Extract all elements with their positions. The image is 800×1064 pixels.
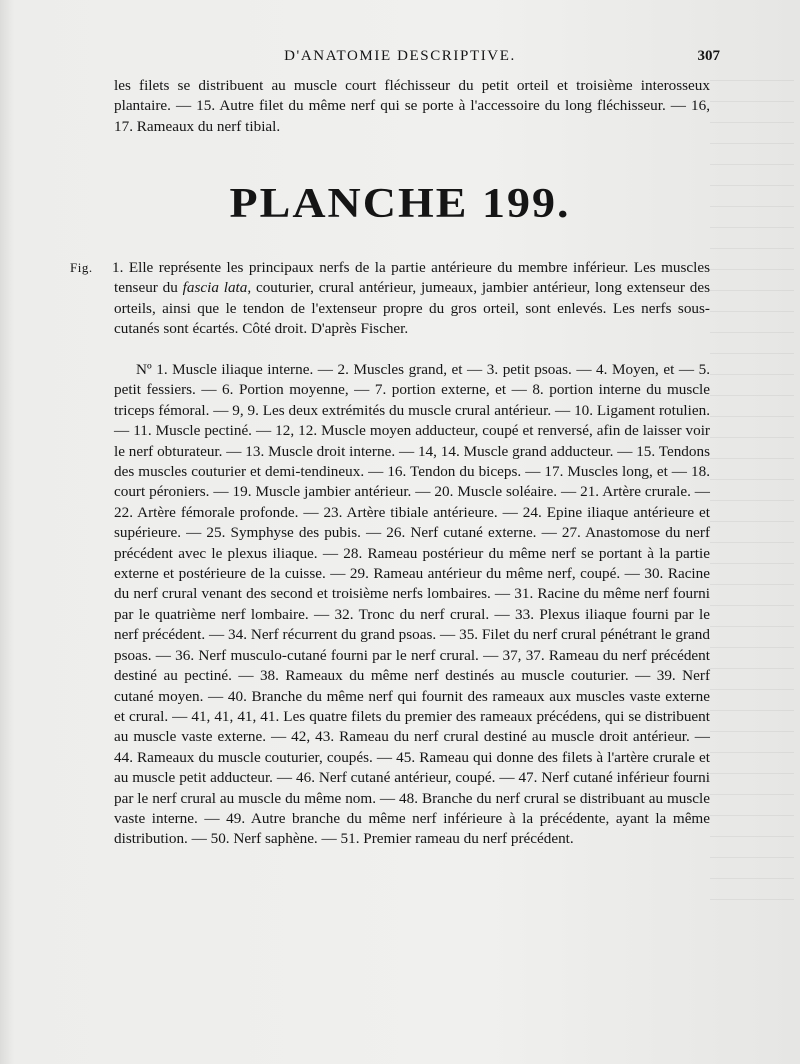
- legend-text: Nº 1. Muscle iliaque interne. — 2. Muscles grand, et — 3. petit psoas. — 4. Moyen, et — 5. petit fessiers. — 6. Portion moyenne, — 7. portion externe, et — 8. portion interne du muscle triceps fémoral. — 9, 9. Les deux extrémités du muscle crural antérieur. — 10. Ligament rotulien. — 11. Muscle pectiné. — 12, 12. Muscle moyen adducteur, coupé et renversé, afin de laisser voir le nerf obturateur. — 13. Muscle droit interne. — 14, 14. Muscle grand adducteur. — 15. Tendons des muscles couturier et demi-tendineux. — 16. Tendon du biceps. — 17. Muscles long, et — 18. court péroniers. — 19. Muscle jambier antérieur. — 20. Muscle soléaire. — 21. Artère crurale. — 22. Artère fémorale profonde. — 23. Artère tibiale antérieure. — 24. Epine iliaque antérieure et supérieure. — 25. Symphyse des pubis. — 26. Nerf cutané externe. — 27. Anastomose du nerf précédent avec le plexus iliaque. — 28. Rameau postérieur du même nerf se portant à la partie externe et postérieure de la cuisse. — 29. Rameau antérieur du même nerf, coupé. — 30. Racine du nerf crural venant des second et troisième nerfs lombaires. — 31. Racine du même nerf fourni par le quatrième nerf lombaire. — 32. Tronc du nerf crural. — 33. Plexus iliaque fourni par le nerf précédent. — 34. Nerf récurrent du grand psoas. — 35. Filet du nerf crural pénétrant le grand psoas. — 36. Nerf musculo-cutané fourni par le nerf crural. — 37, 37. Rameau du nerf précédent destiné au pectiné. — 38. Rameaux du même nerf destinés au muscle couturier. — 39. Nerf cutané moyen. — 40. Branche du même nerf qui fournit des rameaux aux muscles vaste externe et crural. — 41, 41, 41, 41. Les quatre filets du premier des rameaux précédens, qui se distribuent au muscle vaste externe. — 42, 43. Rameau du nerf crural destiné au muscle droit antérieur. — 44. Rameaux du muscle couturier, coupés. — 45. Rameau qui donne des filets à l'artère crurale et au muscle petit adducteur. — 46. Nerf cutané antérieur, coupé. — 47. Nerf cutané inférieur fourni par le nerf crural au muscle du même nom. — 48. Branche du nerf crural se distribuant au muscle vaste interne. — 49. Autre branche du même nerf inférieure à la précédente, ayant la même distribution. — 50. Nerf saphène. — 51. Premier rameau du nerf précédent.: [114, 361, 710, 848]
- legend-paragraph: [114, 360, 710, 850]
- intro-text: les filets se distribuent au muscle court fléchisseur du petit orteil et troisième interosseux plantaire. — 15. Autre filet du même nerf qui se porte à l'accessoire du long fléchisseur. — 16, 17. Rameaux du nerf tibial.: [114, 77, 710, 135]
- page-header: [0, 48, 800, 70]
- figure-description-b: , couturier, crural antérieur, jumeaux, jambier antérieur, long extenseur des orteils, ainsi que le tendon de l'extenseur propre du gros orteil, sont enlevés. Les nerfs sous-cutanés sont écartés. Côté droit. D'après Fischer.: [114, 279, 711, 338]
- figure-description-a: Elle représente les principaux nerfs de la partie antérieure du membre inférieur. Les muscles tenseur du: [114, 259, 711, 297]
- figure-description: [114, 258, 710, 340]
- running-title: D'ANATOMIE DESCRIPTIVE.: [284, 48, 516, 64]
- page-number: 307: [697, 48, 720, 64]
- figure-label: Fig.: [70, 260, 93, 275]
- figure-number: 1.: [112, 259, 124, 276]
- figure-description-italic: fascia lata: [182, 279, 248, 297]
- intro-paragraph: [114, 76, 710, 137]
- plate-title: PLANCHE 199.: [229, 179, 571, 226]
